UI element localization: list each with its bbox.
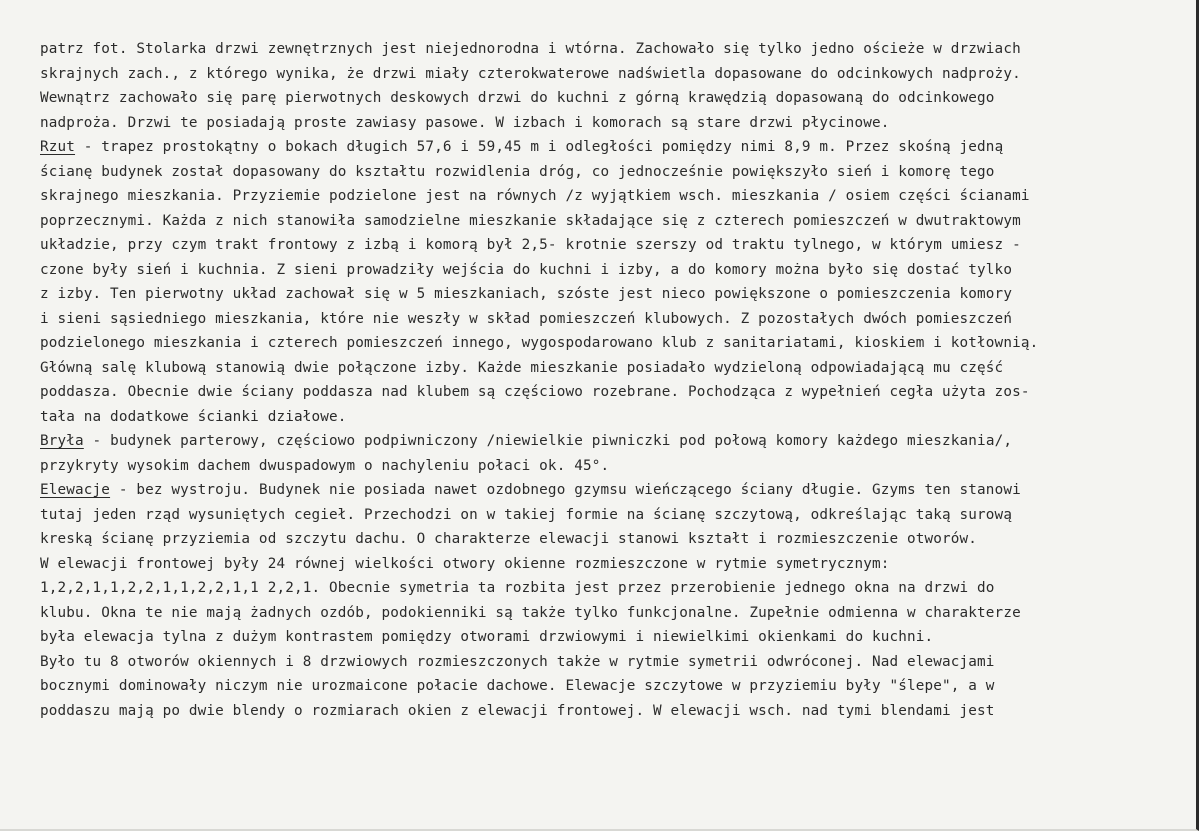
text-line: skrajnego mieszkania. Przyziemie podzielone jest na równych /z wyjątkiem wsch. mieszkania / osiem części ścianami [40,188,1030,204]
text-line: poddasza. Obecnie dwie ściany poddasza nad klubem są częściowo rozebrane. Pochodząca z wypełnień cegła użyta zos- [40,384,1030,400]
section-heading-bryla: Bryła [40,433,84,449]
section-line-elewacje [40,478,1170,503]
text-line: Było tu 8 otworów okiennych i 8 drzwiowych rozmieszczonych także w rytmie symetrii odwróconej. Nad elewacjami [40,653,995,670]
text-line: 1,2,2,1,1,2,2,1,1,2,2,1,1 2,2,1. Obecnie symetria ta rozbita jest przez przerobienie jednego okna na drzwi do [40,580,995,596]
section-line-rzut [40,135,1170,160]
section-heading-rzut: Rzut [40,139,76,155]
text-line: klubu. Okna te nie mają żadnych ozdób, podokienniki są także tylko funkcjonalne. Zupełnie odmienna w charakterze [40,604,1021,621]
text-line: czone były sień i kuchnia. Z sieni prowadziły wejścia do kuchni i izby, a do komory można było się dostać tylko [40,261,1013,278]
text-line: bocznymi dominowały niczym nie urozmaicone połacie dachowe. Elewacje szczytowe w przyziemiu były "ślepe", a w [40,678,995,694]
text-line: i sieni sąsiedniego mieszkania, które nie weszły w skład pomieszczeń klubowych. Z pozostałych dwóch pomieszczeń [40,310,1013,327]
text-line: przykryty wysokim dachem dwuspadowym o nachyleniu połaci ok. 45°. [40,457,610,474]
text-line: patrz fot. Stolarka drzwi zewnętrznych jest niejednorodna i wtórna. Zachowało się tylko jedno ościeże w drzwiach [40,41,1021,57]
text-line: poddaszu mają po dwie blendy o rozmiarach okien z elewacji frontowej. W elewacji wsch. nad tymi blendami jest [40,702,995,719]
text-line: Wewnątrz zachowało się parę pierwotnych deskowych drzwi do kuchni z górną krawędzią dopasowaną do odcinkowego [40,90,995,106]
text-line: W elewacji frontowej były 24 równej wielkości otwory okienne rozmieszczone w rytmie symetrycznym: [40,555,890,572]
text-line: tała na dodatkowe ścianki działowe. [40,408,347,425]
section-line-bryla [40,429,1170,454]
section-heading-elewacje: Elewacje [40,482,111,498]
text-line: układzie, przy czym trakt frontowy z izbą i komorą był 2,5- krotnie szerszy od traktu tylnego, w którym umiesz - [40,237,1021,253]
text-line: Główną salę klubową stanowią dwie połączone izby. Każde mieszkanie posiadało wydzieloną odpowiadającą mu część [40,359,1004,376]
section-text: - budynek parterowy, częściowo podpiwniczony /niewielkie piwniczki pod połową komory każdego mieszkania/, [83,433,1013,449]
text-line: była elewacja tylna z dużym kontrastem pomiędzy otworami drzwiowymi i niewielkimi okienkami do kuchni. [40,629,934,645]
section-text: - trapez prostokątny o bokach długich 57,6 i 59,45 m i odległości pomiędzy nimi 8,9 m. Przez skośną jedną [75,139,1004,155]
text-line: skrajnych zach., z którego wynika, że drzwi miały czterokwaterowe nadświetla dopasowane do odcinkowych nadproży. [40,65,1021,82]
text-line: ścianę budynek został dopasowany do kształtu rozwidlenia dróg, co jednocześnie powiększyło sień i komorę tego [40,163,995,180]
text-line: nadproża. Drzwi te posiadają proste zawiasy pasowe. W izbach i komorach są stare drzwi płycinowe. [40,114,890,131]
text-line: kreską ścianę przyziemia od szczytu dachu. O charakterze elewacji stanowi kształt i rozmieszczenie otworów. [40,531,978,547]
section-text: - bez wystroju. Budynek nie posiada nawet ozdobnego gzymsu wieńczącego ściany długie. Gzyms ten stanowi [110,482,1021,498]
typewritten-text-body [40,37,1170,723]
text-line: poprzecznymi. Każda z nich stanowiła samodzielne mieszkanie składające się z czterech pomieszczeń w dwutraktowym [40,212,1021,229]
text-line: tutaj jeden rząd wysuniętych cegieł. Przechodzi on w takiej formie na ścianę szczytową, odkreślając taką surową [40,506,1013,523]
text-line: podzielonego mieszkania i czterech pomieszczeń innego, wygospodarowano klub z sanitariatami, kioskiem i kotłownią. [40,335,1039,351]
text-line: z izby. Ten pierwotny układ zachował się w 5 mieszkaniach, szóste jest nieco powiększone o pomieszczenia komory [40,286,1013,302]
